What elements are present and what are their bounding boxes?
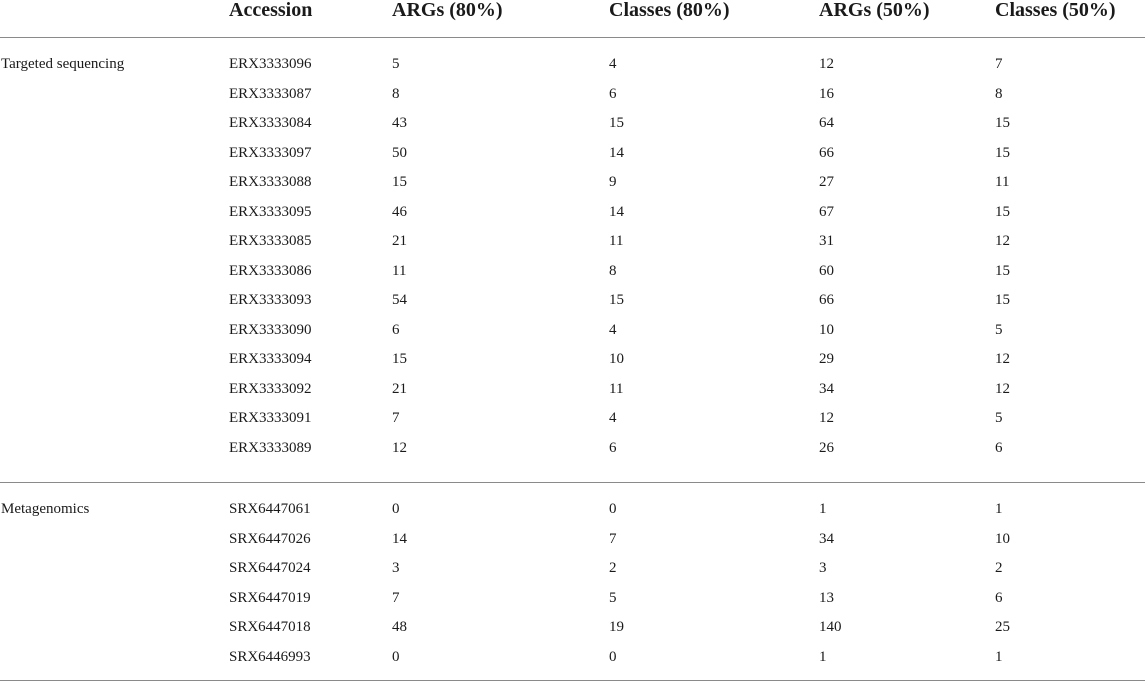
cell-args-80: 15	[392, 351, 407, 367]
cell-classes-80: 4	[609, 321, 617, 338]
cell-args-80: 7	[392, 589, 400, 606]
cell-classes-50: 5	[995, 410, 1003, 426]
cell-args-50: 12	[819, 410, 834, 426]
cell-args-50: 31	[819, 233, 834, 249]
cell-accession: SRX6446993	[229, 648, 311, 665]
cell-args-50: 12	[819, 56, 834, 72]
table-row	[0, 227, 1145, 257]
table-row	[0, 109, 1145, 139]
cell-args-80: 0	[392, 501, 400, 517]
cell-classes-50: 15	[995, 203, 1010, 220]
cell-args-50: 34	[819, 530, 834, 547]
table-row	[0, 525, 1145, 555]
cell-classes-80: 7	[609, 530, 617, 547]
cell-args-80: 21	[392, 233, 407, 249]
table-row	[0, 554, 1145, 584]
section-targeted-sequencing	[0, 38, 1145, 482]
table-row	[0, 643, 1145, 673]
cell-accession: ERX3333090	[229, 321, 312, 338]
cell-args-50: 1	[819, 648, 827, 665]
cell-accession: ERX3333085	[229, 233, 312, 249]
cell-args-80: 50	[392, 144, 407, 161]
cell-args-80: 21	[392, 380, 407, 397]
cell-args-80: 6	[392, 321, 400, 338]
cell-args-80: 43	[392, 115, 407, 131]
cell-classes-50: 15	[995, 292, 1010, 308]
header-cell-classes-80: Classes (80%)	[609, 0, 730, 21]
cell-args-80: 54	[392, 292, 407, 308]
cell-accession: ERX3333086	[229, 262, 312, 279]
table-row	[0, 198, 1145, 228]
table-header-row	[0, 0, 1145, 38]
cell-classes-80: 9	[609, 174, 617, 190]
cell-accession: ERX3333097	[229, 144, 312, 161]
cell-classes-80: 4	[609, 56, 617, 72]
cell-accession: ERX3333084	[229, 115, 312, 131]
cell-classes-50: 2	[995, 560, 1003, 576]
cell-classes-80: 15	[609, 292, 624, 308]
table-row	[0, 434, 1145, 464]
cell-accession: ERX3333088	[229, 174, 312, 190]
cell-accession: SRX6447061	[229, 501, 311, 517]
cell-args-50: 13	[819, 589, 834, 606]
table-row	[0, 286, 1145, 316]
cell-args-80: 7	[392, 410, 400, 426]
table-row	[0, 375, 1145, 405]
header-cell-accession: Accession	[229, 0, 313, 21]
cell-classes-50: 6	[995, 439, 1003, 456]
cell-classes-50: 1	[995, 648, 1003, 665]
cell-args-50: 3	[819, 560, 827, 576]
cell-args-80: 0	[392, 648, 400, 665]
section-label: Targeted sequencing	[1, 56, 125, 72]
cell-classes-80: 6	[609, 85, 617, 102]
cell-classes-50: 12	[995, 351, 1010, 367]
table-row	[0, 316, 1145, 346]
cell-classes-80: 10	[609, 351, 624, 367]
cell-args-50: 26	[819, 439, 834, 456]
cell-args-50: 1	[819, 501, 827, 517]
cell-accession: ERX3333091	[229, 410, 312, 426]
header-cell-args-50: ARGs (50%)	[819, 0, 930, 21]
cell-accession: SRX6447018	[229, 619, 311, 635]
table-row	[0, 404, 1145, 434]
cell-args-50: 67	[819, 203, 834, 220]
header-cell-args-80: ARGs (80%)	[392, 0, 503, 21]
cell-classes-50: 15	[995, 115, 1010, 131]
cell-args-50: 34	[819, 380, 834, 397]
cell-args-80: 5	[392, 56, 400, 72]
cell-classes-80: 11	[609, 233, 624, 249]
cell-classes-50: 25	[995, 619, 1010, 635]
cell-classes-50: 12	[995, 233, 1010, 249]
cell-classes-80: 2	[609, 560, 617, 576]
table-row	[0, 80, 1145, 110]
cell-args-80: 15	[392, 174, 407, 190]
table-row	[0, 345, 1145, 375]
section-label: Metagenomics	[1, 501, 90, 517]
cell-classes-80: 14	[609, 144, 624, 161]
section-metagenomics	[0, 482, 1145, 681]
cell-args-50: 64	[819, 115, 834, 131]
cell-classes-80: 11	[609, 380, 624, 397]
cell-classes-50: 10	[995, 530, 1010, 547]
cell-classes-50: 12	[995, 380, 1010, 397]
cell-args-50: 66	[819, 144, 834, 161]
cell-classes-80: 0	[609, 648, 617, 665]
cell-classes-80: 15	[609, 115, 624, 131]
cell-classes-50: 6	[995, 589, 1003, 606]
table-row	[0, 168, 1145, 198]
cell-accession: SRX6447026	[229, 530, 311, 547]
cell-classes-50: 15	[995, 144, 1010, 161]
cell-args-80: 11	[392, 262, 407, 279]
cell-classes-50: 8	[995, 85, 1003, 102]
cell-accession: ERX3333087	[229, 85, 312, 102]
cell-args-80: 14	[392, 530, 407, 547]
cell-args-80: 46	[392, 203, 407, 220]
table-row	[0, 613, 1145, 643]
cell-classes-80: 0	[609, 501, 617, 517]
cell-accession: SRX6447024	[229, 560, 311, 576]
cell-args-50: 60	[819, 262, 834, 279]
cell-args-80: 12	[392, 439, 407, 456]
cell-args-50: 27	[819, 174, 834, 190]
table-row	[0, 584, 1145, 614]
cell-classes-50: 11	[995, 174, 1010, 190]
cell-classes-80: 6	[609, 439, 617, 456]
table-row	[0, 495, 1145, 525]
cell-classes-50: 15	[995, 262, 1010, 279]
cell-accession: ERX3333092	[229, 380, 312, 397]
cell-accession: ERX3333093	[229, 292, 312, 308]
cell-classes-80: 4	[609, 410, 617, 426]
cell-args-50: 66	[819, 292, 834, 308]
cell-classes-80: 19	[609, 619, 624, 635]
table-row	[0, 257, 1145, 287]
cell-args-80: 3	[392, 560, 400, 576]
cell-accession: SRX6447019	[229, 589, 311, 606]
cell-classes-50: 5	[995, 321, 1003, 338]
cell-args-50: 16	[819, 85, 834, 102]
table-row	[0, 50, 1145, 80]
cell-args-80: 8	[392, 85, 400, 102]
cell-args-50: 140	[819, 619, 842, 635]
header-cell-classes-50: Classes (50%)	[995, 0, 1116, 21]
cell-classes-80: 5	[609, 589, 617, 606]
cell-classes-80: 8	[609, 262, 617, 279]
cell-args-50: 29	[819, 351, 834, 367]
cell-args-80: 48	[392, 619, 407, 635]
table-row	[0, 139, 1145, 169]
cell-accession: ERX3333095	[229, 203, 312, 220]
cell-classes-80: 14	[609, 203, 624, 220]
cell-accession: ERX3333094	[229, 351, 312, 367]
cell-args-50: 10	[819, 321, 834, 338]
cell-classes-50: 1	[995, 501, 1003, 517]
cell-accession: ERX3333089	[229, 439, 312, 456]
cell-accession: ERX3333096	[229, 56, 312, 72]
cell-classes-50: 7	[995, 56, 1003, 72]
